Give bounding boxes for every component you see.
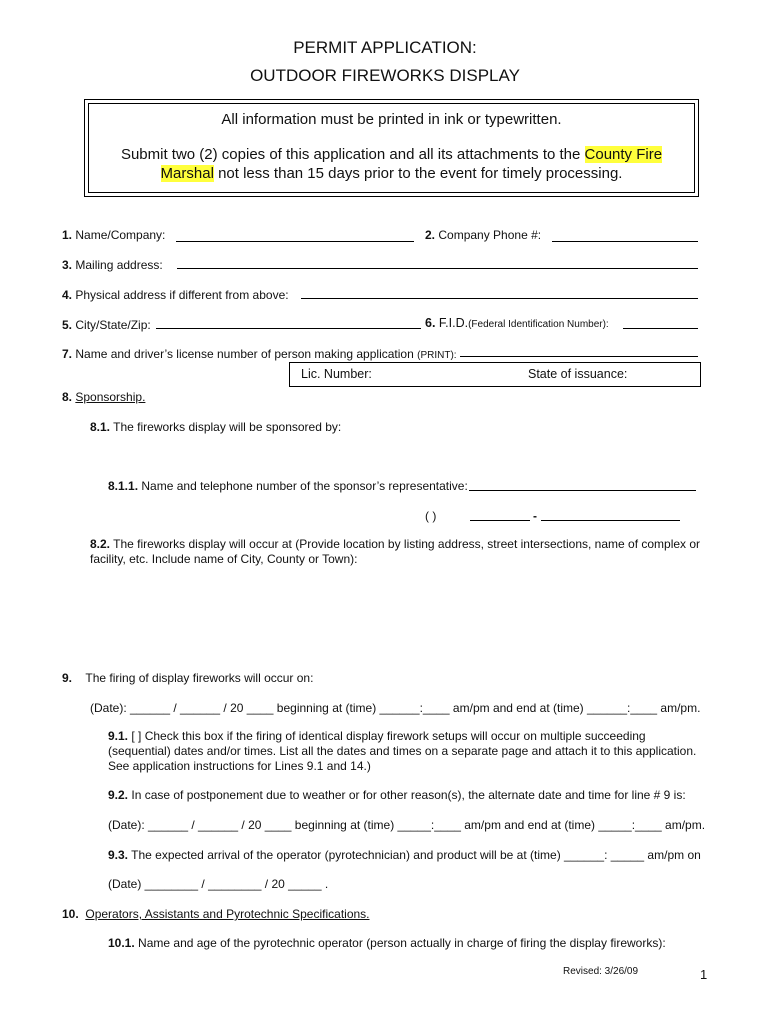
title-line-2: OUTDOOR FIREWORKS DISPLAY — [250, 66, 520, 85]
notice-box — [84, 99, 699, 197]
field-9-2-label: 9.2. In case of postponement due to weather or for other reason(s), the alternate date and time for line # 9 is: — [108, 788, 686, 802]
page-number: 1 — [700, 967, 708, 982]
field-10-1-label: 10.1. Name and age of the pyrotechnic operator (person actually in charge of firing the display fireworks): — [108, 936, 666, 950]
field-8-label: 8. Sponsorship. — [62, 390, 146, 404]
company-phone-input-line[interactable] — [552, 241, 698, 242]
phone-number-input-line[interactable] — [541, 520, 680, 521]
notice-line-3: Marshal not less than 15 days prior to the event for timely processing. — [160, 165, 623, 182]
applicant-name-input-line[interactable] — [460, 356, 698, 357]
field-9-label: 9. The firing of display fireworks will occur on: — [62, 671, 314, 685]
field-8-1-1-label: 8.1.1. Name and telephone number of the sponsor’s representative: — [108, 479, 468, 493]
notice-line-1: All information must be printed in ink or typewritten. — [221, 111, 562, 128]
field-9-3-label[interactable]: 9.3. The expected arrival of the operator (pyrotechnician) and product will be at (time) ______: _____ am/pm on — [108, 848, 701, 862]
phone-dash: - — [533, 509, 537, 523]
field-6-label: 6. F.I.D.(Federal Identification Number): — [425, 316, 609, 330]
mailing-address-input-line[interactable] — [177, 268, 698, 269]
field-9-3-date-line[interactable]: (Date) ________ / ________ / 20 _____ . — [108, 877, 329, 891]
field-8-2-line-2: facility, etc. Include name of City, County or Town): — [90, 552, 358, 566]
field-1-label: 1. Name/Company: — [62, 228, 166, 242]
phone-prefix-input-line[interactable] — [470, 520, 530, 521]
field-9-date-line[interactable]: (Date): ______ / ______ / 20 ____ beginning at (time) ______:____ am/pm and end at (time) ______:____ am/pm. — [90, 701, 701, 715]
field-9-1-line-3: See application instructions for Lines 9.1 and 14.) — [108, 759, 371, 773]
city-state-zip-input-line[interactable] — [156, 328, 421, 329]
highlight-county-fire: County Fire — [584, 146, 663, 163]
field-2-label: 2. Company Phone #: — [425, 228, 542, 242]
field-10-label: 10. Operators, Assistants and Pyrotechnic Specifications. — [62, 907, 370, 921]
field-9-2-date-line[interactable]: (Date): ______ / ______ / 20 ____ beginning at (time) _____:____ am/pm and end at (time) _____:____ am/pm. — [108, 818, 706, 832]
field-8-2-line-1: 8.2. The fireworks display will occur at (Provide location by listing address, street intersections, name of complex or — [90, 537, 701, 551]
field-7-label: 7. Name and driver’s license number of person making application (PRINT): — [62, 347, 457, 361]
field-3-label: 3. Mailing address: — [62, 258, 163, 272]
revised-date: Revised: 3/26/09 — [563, 966, 639, 977]
phone-area-code: ( ) — [425, 509, 437, 523]
fid-input-line[interactable] — [623, 328, 698, 329]
highlight-marshal: Marshal — [160, 165, 214, 182]
state-issuance-label[interactable]: State of issuance: — [528, 367, 628, 381]
license-box — [289, 362, 701, 387]
name-company-input-line[interactable] — [176, 241, 414, 242]
field-5-label: 5. City/State/Zip: — [62, 318, 151, 332]
license-number-label[interactable]: Lic. Number: — [301, 367, 372, 381]
field-4-label: 4. Physical address if different from above: — [62, 288, 289, 302]
field-8-1-label: 8.1. The fireworks display will be sponsored by: — [90, 420, 342, 434]
title-line-1: PERMIT APPLICATION: — [293, 38, 477, 57]
multi-date-checkbox[interactable]: [ ] Check this box if the firing of identical display firework setups will occur on multiple succeeding — [131, 729, 646, 743]
field-9-1-line-2: (sequential) dates and/or times. List all the dates and times on a separate page and attach it to this application. — [108, 744, 697, 758]
physical-address-input-line[interactable] — [301, 298, 698, 299]
notice-line-2: Submit two (2) copies of this application and all its attachments to the County Fire — [120, 146, 663, 163]
field-9-1-line-1: 9.1. [ ] Check this box if the firing of identical display firework setups will occur on multiple succeeding — [108, 729, 646, 743]
sponsor-rep-input-line[interactable] — [469, 490, 696, 491]
